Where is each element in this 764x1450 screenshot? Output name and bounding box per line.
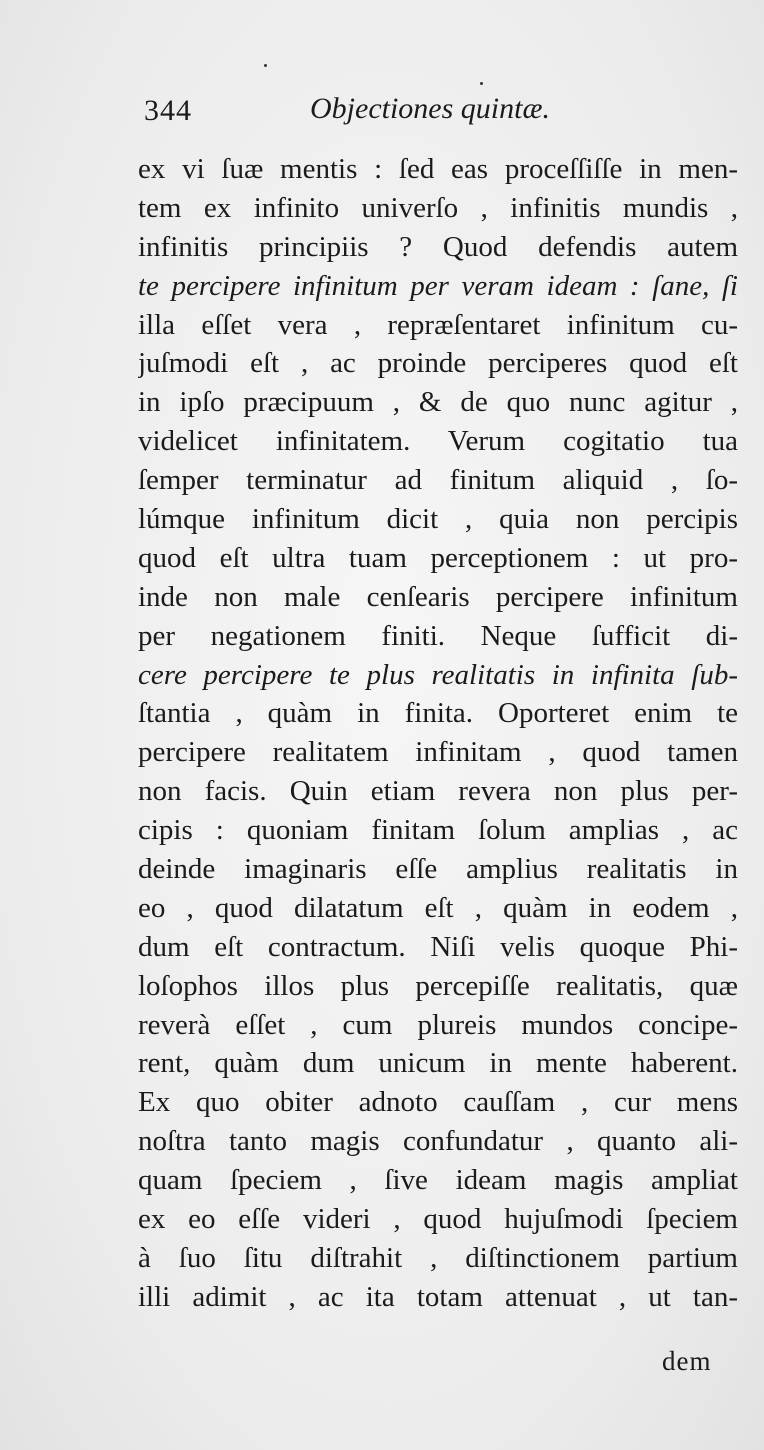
ink-speck	[480, 82, 483, 85]
text-line: noſtra tanto magis confundatur , quanto ali-	[138, 1125, 738, 1158]
page-header	[140, 88, 740, 132]
text-line: inde non male cenſearis percipere infinitum	[138, 580, 738, 613]
text-line: dum eſt contractum. Niſi velis quoque Phi-	[138, 930, 738, 963]
text-line: deinde imaginaris eſſe amplius realitatis in	[138, 853, 738, 886]
page-number: 344	[144, 94, 192, 127]
text-line: infinitis principiis ? Quod defendis autem	[138, 230, 738, 263]
text-line: Ex quo obiter adnoto cauſſam , cur mens	[138, 1086, 738, 1119]
text-line: per negationem finiti. Neque ſufficit di-	[138, 619, 738, 652]
text-line: juſmodi eſt , ac proinde perciperes quod eſt	[138, 347, 738, 380]
body-text	[138, 150, 738, 1317]
text-line: lúmque infinitum dicit , quia non percipis	[138, 503, 738, 536]
text-line: à ſuo ſitu diſtrahit , diſtinctionem partium	[138, 1241, 738, 1274]
text-line: ſtantia , quàm in finita. Oporteret enim te	[138, 697, 738, 730]
text-line: non facis. Quin etiam revera non plus per-	[138, 775, 738, 808]
text-line: quod eſt ultra tuam perceptionem : ut pro-	[138, 541, 738, 574]
text-line: quam ſpeciem , ſive ideam magis ampliat	[138, 1164, 738, 1197]
text-line: ex eo eſſe videri , quod hujuſmodi ſpeciem	[138, 1203, 738, 1236]
text-line: videlicet infinitatem. Verum cogitatio tua	[138, 425, 738, 458]
text-line: in ipſo præcipuum , & de quo nunc agitur ,	[138, 386, 738, 419]
text-line: cere percipere te plus realitatis in infinita ſub-	[138, 658, 738, 691]
text-line: loſophos illos plus percepiſſe realitatis, quæ	[138, 969, 738, 1002]
ink-speck	[264, 64, 267, 67]
text-line: illi adimit , ac ita totam attenuat , ut tan-	[138, 1280, 738, 1313]
text-line: tem ex infinito univerſo , infinitis mundis ,	[138, 191, 738, 224]
text-line: cipis : quoniam finitam ſolum amplias , ac	[138, 814, 738, 847]
text-line: reverà eſſet , cum plureis mundos concipe-	[138, 1008, 738, 1041]
text-line: eo , quod dilatatum eſt , quàm in eodem ,	[138, 891, 738, 924]
text-line: ex vi ſuæ mentis : ſed eas proceſſiſſe in men-	[138, 153, 738, 185]
catchword: dem	[662, 1346, 712, 1376]
text-line: illa eſſet vera , repræſentaret infinitum cu-	[138, 308, 738, 341]
text-line: percipere realitatem infinitam , quod tamen	[138, 736, 738, 769]
text-line: te percipere infinitum per veram ideam : ſane, ſi	[138, 269, 738, 302]
text-line: rent, quàm dum unicum in mente haberent.	[138, 1047, 738, 1080]
running-title: Objectiones quintæ.	[310, 92, 550, 125]
text-line: ſemper terminatur ad finitum aliquid , ſo-	[138, 464, 738, 497]
